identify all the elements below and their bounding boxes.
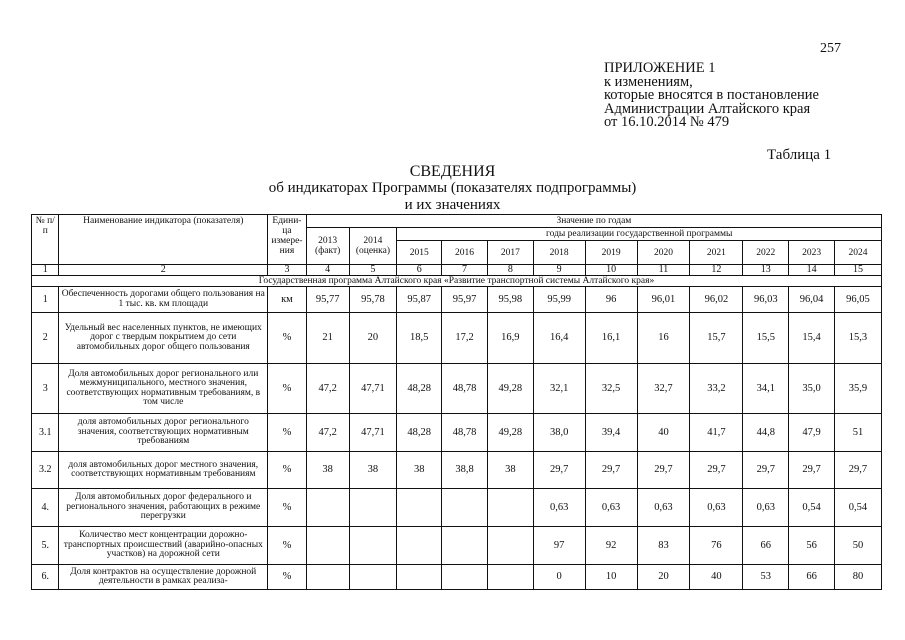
indicator-value: 83: [637, 527, 690, 565]
indicator-value: 32,1: [533, 364, 585, 414]
indicator-value: [349, 489, 397, 527]
table-row: [32, 414, 882, 452]
table-row: [32, 565, 882, 590]
indicator-value: [442, 527, 488, 565]
indicators-table: [31, 214, 882, 590]
indicator-value: 0,54: [834, 489, 881, 527]
indicator-value: 0,63: [533, 489, 585, 527]
indicator-value: 96,02: [690, 287, 743, 313]
indicator-value: 0,63: [690, 489, 743, 527]
indicator-value: 29,7: [743, 452, 789, 489]
indicator-value: 41,7: [690, 414, 743, 452]
indicator-value: [487, 527, 533, 565]
annex-line: Администрации Алтайского края: [604, 100, 811, 117]
indicator-value: 29,7: [585, 452, 637, 489]
document-subtitle-line3: и их значениях: [404, 197, 501, 213]
indicator-value: 47,71: [349, 414, 397, 452]
indicator-value: 10: [585, 565, 637, 590]
indicator-value: 29,7: [533, 452, 585, 489]
indicator-value: 0,63: [585, 489, 637, 527]
row-number: 3.2: [32, 452, 59, 489]
indicator-name: Обеспеченность дорогами общего пользования на 1 тыс. кв. км площади: [59, 287, 268, 313]
indicator-value: 20: [637, 565, 690, 590]
indicator-value: 38: [397, 452, 442, 489]
row-number: 1: [32, 287, 59, 313]
header-year: 2020: [637, 241, 690, 265]
header-year: 2015: [397, 241, 442, 265]
indicator-value: 48,78: [442, 364, 488, 414]
indicator-value: 0,54: [789, 489, 835, 527]
header-values-by-year: Значение по годам: [306, 215, 881, 228]
indicator-value: [442, 565, 488, 590]
header-year: 2024: [834, 241, 881, 265]
column-index: 2: [59, 265, 268, 276]
column-index: 7: [442, 265, 488, 276]
indicator-value: 16,4: [533, 313, 585, 364]
column-index: 6: [397, 265, 442, 276]
header-year: 2022: [743, 241, 789, 265]
header-number: № п/п: [32, 215, 59, 265]
column-index: 5: [349, 265, 397, 276]
table-row: [32, 489, 882, 527]
indicator-value: 47,2: [306, 414, 349, 452]
indicator-value: 35,9: [834, 364, 881, 414]
indicator-value: 15,4: [789, 313, 835, 364]
indicator-value: 20: [349, 313, 397, 364]
annex-title: ПРИЛОЖЕНИЕ 1: [604, 60, 716, 76]
indicator-value: 48,28: [397, 364, 442, 414]
indicator-value: 15,7: [690, 313, 743, 364]
indicator-value: 15,5: [743, 313, 789, 364]
indicator-value: 96,03: [743, 287, 789, 313]
indicator-value: 29,7: [690, 452, 743, 489]
document-title: СВЕДЕНИЯ: [409, 163, 496, 180]
indicator-value: 38,8: [442, 452, 488, 489]
column-index: 3: [268, 265, 307, 276]
indicator-name: Количество мест концентрации дорожно-транспортных происшествий (аварийно-опасных участков) на дорожной сети: [59, 527, 268, 565]
column-index: 13: [743, 265, 789, 276]
indicator-value: 29,7: [834, 452, 881, 489]
program-title-row: Государственная программа Алтайского края «Развитие транспортной системы Алтайского края»: [32, 276, 882, 287]
indicator-value: 48,78: [442, 414, 488, 452]
indicator-value: 95,98: [487, 287, 533, 313]
indicator-value: 38: [487, 452, 533, 489]
column-index: 9: [533, 265, 585, 276]
indicator-value: 95,97: [442, 287, 488, 313]
row-number: 5.: [32, 527, 59, 565]
indicator-value: 34,1: [743, 364, 789, 414]
column-index: 1: [32, 265, 59, 276]
indicator-name: Удельный вес населенных пунктов, не имеющих дорог с твердым покрытием до сети автомобильных дорог общего пользования: [59, 313, 268, 364]
indicator-value: 92: [585, 527, 637, 565]
indicator-value: 80: [834, 565, 881, 590]
indicator-value: 95,87: [397, 287, 442, 313]
header-year: 2016: [442, 241, 488, 265]
indicator-value: [487, 565, 533, 590]
annex-line: от 16.10.2014 № 479: [604, 114, 730, 130]
indicator-value: 15,3: [834, 313, 881, 364]
column-index: 14: [789, 265, 835, 276]
indicator-unit: %: [268, 565, 307, 590]
indicator-value: 47,71: [349, 364, 397, 414]
indicator-value: 95,77: [306, 287, 349, 313]
row-number: 3.1: [32, 414, 59, 452]
indicator-value: 76: [690, 527, 743, 565]
indicator-value: 38: [349, 452, 397, 489]
indicator-value: 18,5: [397, 313, 442, 364]
table-row: [32, 452, 882, 489]
indicator-value: 96,05: [834, 287, 881, 313]
table-label: Таблица 1: [767, 147, 832, 163]
document-subtitle: об индикаторах Программы (показателях подпрограммы): [268, 180, 637, 196]
indicator-unit: %: [268, 527, 307, 565]
indicator-value: 0,63: [637, 489, 690, 527]
indicator-value: [397, 527, 442, 565]
row-number: 2: [32, 313, 59, 364]
indicator-value: [306, 527, 349, 565]
indicator-unit: %: [268, 452, 307, 489]
row-number: 6.: [32, 565, 59, 590]
indicator-value: [442, 489, 488, 527]
indicator-unit: км: [268, 287, 307, 313]
header-year: 2018: [533, 241, 585, 265]
indicator-value: 16,1: [585, 313, 637, 364]
indicator-value: [487, 489, 533, 527]
indicator-unit: %: [268, 489, 307, 527]
table-row: [32, 364, 882, 414]
indicator-value: 66: [789, 565, 835, 590]
page-number: 257: [820, 41, 841, 56]
indicator-value: 39,4: [585, 414, 637, 452]
header-year: 2017: [487, 241, 533, 265]
indicator-value: 95,78: [349, 287, 397, 313]
indicator-value: 32,7: [637, 364, 690, 414]
indicator-value: [397, 565, 442, 590]
indicator-value: 40: [690, 565, 743, 590]
indicator-value: 48,28: [397, 414, 442, 452]
header-year-2013: 2013 (факт): [306, 228, 349, 265]
indicator-name: доля автомобильных дорог местного значения, соответствующих нормативным требованиям: [59, 452, 268, 489]
indicator-value: [306, 565, 349, 590]
indicator-value: 40: [637, 414, 690, 452]
annex-line: которые вносятся в постановление: [604, 87, 819, 103]
column-index: 15: [834, 265, 881, 276]
indicator-value: 51: [834, 414, 881, 452]
indicator-unit: %: [268, 364, 307, 414]
column-index: 10: [585, 265, 637, 276]
indicator-name: Доля автомобильных дорог федерального и регионального значения, работающих в режиме перегрузки: [59, 489, 268, 527]
indicator-value: 95,99: [533, 287, 585, 313]
indicator-value: 16,9: [487, 313, 533, 364]
indicator-value: 47,9: [789, 414, 835, 452]
indicator-value: 32,5: [585, 364, 637, 414]
table-row: [32, 527, 882, 565]
indicator-value: [349, 527, 397, 565]
indicator-value: 35,0: [789, 364, 835, 414]
column-index: 11: [637, 265, 690, 276]
indicator-value: 33,2: [690, 364, 743, 414]
indicator-unit: %: [268, 414, 307, 452]
header-year: 2019: [585, 241, 637, 265]
indicator-value: 96: [585, 287, 637, 313]
indicator-value: 17,2: [442, 313, 488, 364]
indicator-value: 29,7: [789, 452, 835, 489]
table-body: [32, 287, 882, 590]
indicator-value: 50: [834, 527, 881, 565]
row-number: 4.: [32, 489, 59, 527]
indicator-value: 56: [789, 527, 835, 565]
header-year-2014: 2014 (оценка): [349, 228, 397, 265]
indicator-name: Доля автомобильных дорог регионального или межмуниципального, местного значения, соответствующих нормативным требованиям, в том числе: [59, 364, 268, 414]
table-row: [32, 287, 882, 313]
indicator-name: доля автомобильных дорог регионального значения, соответствующих нормативным требованиям: [59, 414, 268, 452]
indicator-value: 44,8: [743, 414, 789, 452]
column-index: 4: [306, 265, 349, 276]
indicator-value: 53: [743, 565, 789, 590]
header-unit: Едини-ца измере-ния: [268, 215, 307, 265]
indicator-value: 0: [533, 565, 585, 590]
indicator-unit: %: [268, 313, 307, 364]
header-indicator-name: Наименование индикатора (показателя): [59, 215, 268, 265]
indicator-value: 16: [637, 313, 690, 364]
indicator-value: 47,2: [306, 364, 349, 414]
row-number: 3: [32, 364, 59, 414]
indicator-value: [397, 489, 442, 527]
indicator-value: [349, 565, 397, 590]
header-year: 2021: [690, 241, 743, 265]
annex-line: к изменениям,: [604, 73, 693, 90]
indicator-value: 49,28: [487, 364, 533, 414]
indicator-value: 96,04: [789, 287, 835, 313]
indicator-value: 38,0: [533, 414, 585, 452]
annex-block: [604, 62, 819, 130]
indicator-value: 66: [743, 527, 789, 565]
indicator-value: 21: [306, 313, 349, 364]
column-index: 8: [487, 265, 533, 276]
indicator-value: 96,01: [637, 287, 690, 313]
indicator-value: [306, 489, 349, 527]
indicator-value: 0,63: [743, 489, 789, 527]
header-year: 2023: [789, 241, 835, 265]
indicator-value: 29,7: [637, 452, 690, 489]
table-row: [32, 313, 882, 364]
column-index: 12: [690, 265, 743, 276]
indicator-value: 49,28: [487, 414, 533, 452]
indicator-value: 38: [306, 452, 349, 489]
indicator-name: Доля контрактов на осуществление дорожной деятельности в рамках реализа-: [59, 565, 268, 590]
header-program-years: годы реализации государственной программы: [397, 228, 882, 241]
indicator-value: 97: [533, 527, 585, 565]
